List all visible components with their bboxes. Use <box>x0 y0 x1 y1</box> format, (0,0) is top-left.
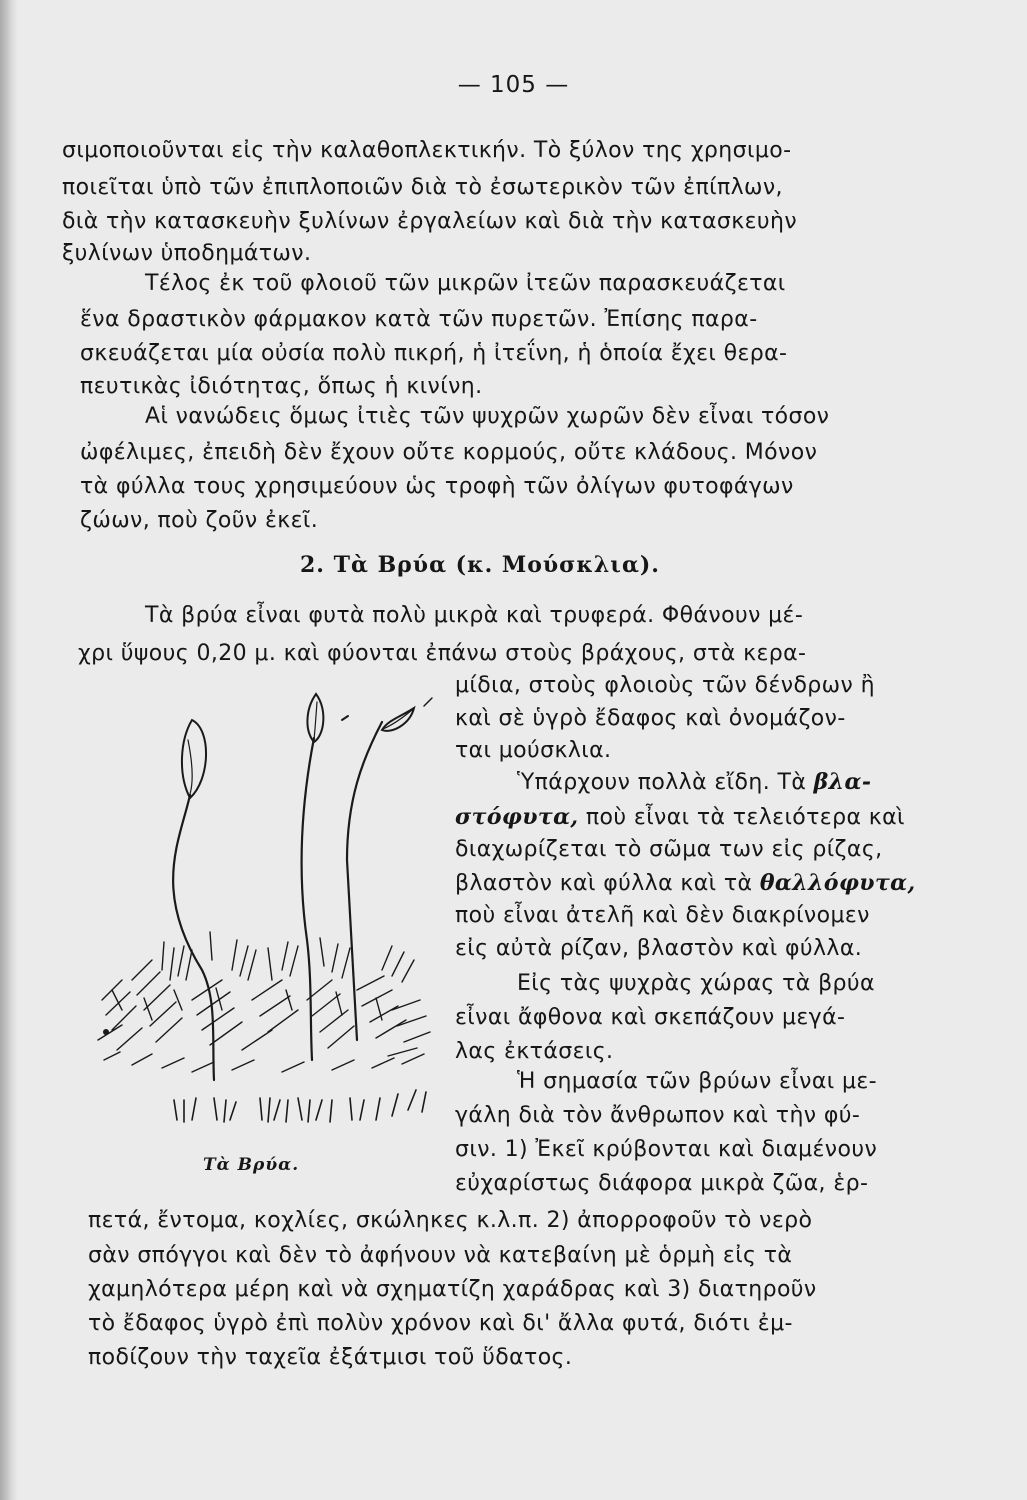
text-run: ποὺ εἶναι τὰ τελειότερα καὶ <box>585 805 905 830</box>
term-blastophyta-start: βλα- <box>813 769 872 795</box>
text-line: διαχωρίζεται τὸ σῶμα των εἰς ρίζας, <box>455 837 883 862</box>
term-blastophyta-end: στόφυτα, <box>455 804 579 830</box>
text-line <box>455 869 916 898</box>
section-heading: 2. Τὰ Βρύα (κ. Μούσκλια). <box>300 552 660 578</box>
text-line: ξυλίνων ὑποδημάτων. <box>62 241 312 266</box>
term-thallophyta: θαλλόφυτα, <box>759 870 916 896</box>
text-line: Αἱ νανώδεις ὅμως ἰτιὲς τῶν ψυχρῶν χωρῶν δὲν εἶναι τόσον <box>145 404 830 429</box>
text-line: Τέλος ἐκ τοῦ φλοιοῦ τῶν μικρῶν ἰτεῶν παρασκευάζεται <box>145 271 786 296</box>
text-line: Εἰς τὰς ψυχρὰς χώρας τὰ βρύα <box>517 971 875 996</box>
text-line: καὶ σὲ ὑγρὸ ἔδαφος καὶ ὀνομάζον- <box>455 706 846 731</box>
text-line: ποὺ εἶναι ἀτελῆ καὶ δὲν διακρίνομεν <box>455 903 870 928</box>
text-line <box>455 803 905 832</box>
text-line: ὠφέλιμες, ἐπειδὴ δὲν ἔχουν οὔτε κορμούς, οὔτε κλάδους. Μόνον <box>80 440 818 465</box>
text-line: γάλη διὰ τὸν ἄνθρωπον καὶ τὴν φύ- <box>455 1103 861 1128</box>
text-line: πευτικὰς ἰδιότητας, ὅπως ἡ κινίνη. <box>80 374 483 399</box>
text-line: σὰν σπόγγοι καὶ δὲν τὸ ἀφήνουν νὰ κατεβαίνη μὲ ὁρμὴ εἰς τὰ <box>88 1243 793 1268</box>
text-line: εἶναι ἄφθονα καὶ σκεπάζουν μεγά- <box>455 1005 846 1030</box>
text-line: μίδια, στοὺς φλοιοὺς τῶν δένδρων ἢ <box>455 673 875 698</box>
text-line: ται μούσκλια. <box>455 738 612 763</box>
text-line: τὸ ἔδαφος ὑγρὸ ἐπὶ πολὺν χρόνον καὶ δι' ἄλλα φυτά, διότι ἐμ- <box>88 1311 793 1336</box>
page-number: — 105 — <box>457 72 570 98</box>
text-line: χρι ὕψους 0,20 μ. καὶ φύονται ἐπάνω στοὺς βράχους, στὰ κερα- <box>78 641 807 666</box>
text-line: πετά, ἔντομα, κοχλίες, σκώληκες κ.λ.π. 2) ἀπορροφοῦν τὸ νερὸ <box>88 1208 813 1233</box>
text-line: Ἡ σημασία τῶν βρύων εἶναι με- <box>517 1069 878 1094</box>
text-line: σκευάζεται μία οὐσία πολὺ πικρή, ἡ ἰτεΐνη, ἡ ὁποία ἔχει θερα- <box>80 341 788 366</box>
text-line: εἰς αὐτὰ ρίζαν, βλαστὸν καὶ φύλλα. <box>455 936 863 961</box>
text-line: διὰ τὴν κατασκευὴν ξυλίνων ἐργαλείων καὶ διὰ τὴν κατασκευὴν <box>62 209 798 234</box>
page-edge-shadow <box>0 0 18 1500</box>
figure-caption: Τὰ Βρύα. <box>203 1155 300 1175</box>
text-line: ποιεῖται ὑπὸ τῶν ἐπιπλοποιῶν διὰ τὸ ἐσωτερικὸν τῶν ἐπίπλων, <box>62 175 783 200</box>
text-line: ποδίζουν τὴν ταχεῖα ἐξάτμισι τοῦ ὕδατος. <box>88 1345 573 1370</box>
moss-illustration <box>92 680 437 1150</box>
text-line <box>517 768 871 797</box>
text-line: σιμοποιοῦνται εἰς τὴν καλαθοπλεκτικήν. Τὸ ξύλον της χρησιμο- <box>62 138 792 163</box>
text-line: Τὰ βρύα εἶναι φυτὰ πολὺ μικρὰ καὶ τρυφερά. Φθάνουν μέ- <box>145 603 804 628</box>
text-line: εὐχαρίστως διάφορα μικρὰ ζῶα, ἑρ- <box>455 1171 869 1196</box>
text-run: Ὑπάρχουν πολλὰ εἴδη. Τὰ <box>517 770 807 795</box>
text-line: ζώων, ποὺ ζοῦν ἐκεῖ. <box>80 508 319 533</box>
text-line: χαμηλότερα μέρη καὶ νὰ σχηματίζη χαράδρας καὶ 3) διατηροῦν <box>88 1277 817 1302</box>
text-line: ἕνα δραστικὸν φάρμακον κατὰ τῶν πυρετῶν. Ἐπίσης παρα- <box>80 307 758 332</box>
text-line: λας ἐκτάσεις. <box>455 1039 614 1064</box>
text-line: τὰ φύλλα τους χρησιμεύουν ὡς τροφὴ τῶν ὀλίγων φυτοφάγων <box>80 474 794 499</box>
text-line: σιν. 1) Ἐκεῖ κρύβονται καὶ διαμένουν <box>455 1137 878 1162</box>
text-run: βλαστὸν καὶ φύλλα καὶ τὰ <box>455 871 753 896</box>
